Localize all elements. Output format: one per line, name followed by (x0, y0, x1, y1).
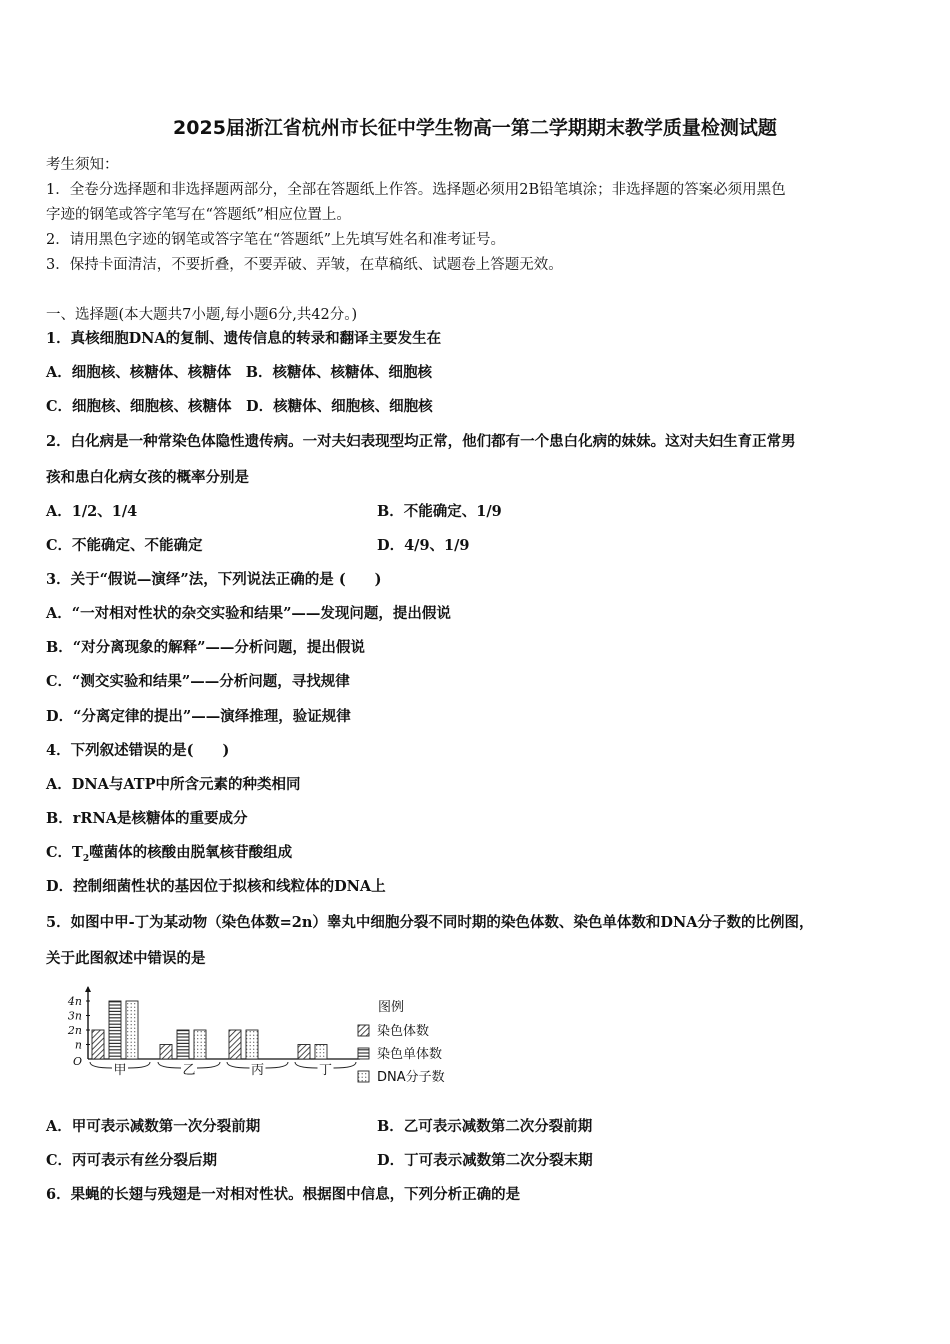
q6-stem: 6．果蝇的长翅与残翅是一对相对性状。根据图中信息，下列分析正确的是 (46, 1186, 521, 1203)
bar-甲-染色体数 (92, 1030, 104, 1059)
q2-stem-line1: 2．白化病是一种常染色体隐性遗传病。一对夫妇表现型均正常，他们都有一个患白化病的妹妹。这对夫妇生育正常男 (46, 433, 796, 450)
notice-line-4: 3．保持卡面清洁，不要折叠，不要弄破、弄皱，在草稿纸、试题卷上答题无效。 (46, 257, 563, 273)
bar-丙-DNA分子数 (246, 1030, 258, 1059)
q5-bar-chart (60, 985, 480, 1090)
bar-乙-染色单体数 (177, 1030, 189, 1059)
notice-line-1: 1．全卷分选择题和非选择题两部分，全部在答题纸上作答。选择题必须用2B铅笔填涂；非选择题的答案必须用黑色 (46, 182, 786, 198)
q3-option-a: A．“一对相对性状的杂交实验和结果”——发现问题，提出假说 (46, 605, 451, 622)
q1-options-row2: C．细胞核、细胞核、核糖体 D．核糖体、细胞核、细胞核 (46, 398, 433, 415)
y-tick-label: O (72, 1055, 82, 1068)
notice-line-2: 字迹的钢笔或答字笔写在“答题纸”相应位置上。 (46, 207, 351, 223)
q3-option-d: D．“分离定律的提出”——演绎推理，验证规律 (46, 708, 351, 725)
q5-stem-line2: 关于此图叙述中错误的是 (46, 950, 206, 967)
y-tick-label: 2n (67, 1024, 82, 1037)
q5-option-c: C．丙可表示有丝分裂后期 (46, 1152, 218, 1169)
q5-option-a: A．甲可表示减数第一次分裂前期 (46, 1118, 261, 1135)
q1-options-row1: A．细胞核、核糖体、核糖体 B．核糖体、核糖体、细胞核 (46, 364, 433, 381)
category-label-乙: 乙 (182, 1063, 196, 1078)
legend-label-2: DNA分子数 (377, 1070, 445, 1085)
bar-甲-染色单体数 (109, 1001, 121, 1059)
legend-title: 图例 (378, 1000, 405, 1015)
chart-legend (358, 1000, 445, 1085)
q5-stem-line1: 5．如图中甲-丁为某动物（染色体数=2n）睾丸中细胞分裂不同时期的染色体数、染色单体数和DNA分子数的比例图， (46, 914, 814, 931)
legend-swatch-1 (358, 1048, 369, 1059)
q4-option-b: B．rRNA是核糖体的重要成分 (46, 810, 248, 827)
category-label-丁: 丁 (318, 1063, 333, 1078)
legend-swatch-0 (358, 1025, 369, 1036)
notice-heading: 考生须知： (46, 157, 119, 173)
q3-stem: 3．关于“假说—演绎”法，下列说法正确的是 ( ) (46, 571, 382, 588)
q4-option-c (46, 841, 292, 864)
q2-option-c: C．不能确定、不能确定 (46, 537, 203, 554)
legend-label-1: 染色单体数 (377, 1047, 443, 1062)
y-tick-label: 3n (67, 1009, 82, 1023)
bar-丁-DNA分子数 (315, 1045, 327, 1060)
q2-stem-line2: 孩和患白化病女孩的概率分别是 (46, 469, 249, 486)
notice-line-3: 2．请用黑色字迹的钢笔或答字笔在“答题纸”上先填写姓名和准考证号。 (46, 232, 506, 248)
q4-option-d: D．控制细菌性状的基因位于拟核和线粒体的DNA上 (46, 878, 386, 895)
q4-stem: 4．下列叙述错误的是( ) (46, 742, 230, 759)
chart-y-ticks (67, 995, 90, 1068)
legend-label-0: 染色体数 (377, 1024, 430, 1039)
q4-option-c-prefix: C．T (46, 844, 83, 861)
category-label-丙: 丙 (250, 1063, 265, 1078)
y-axis-arrow (85, 986, 91, 992)
page-title: 2025届浙江省杭州市长征中学生物高一第二学期期末教学质量检测试题 (173, 117, 777, 139)
q2-option-b: B．不能确定、1/9 (377, 503, 502, 520)
q2-option-d: D．4/9、1/9 (377, 537, 470, 554)
bar-乙-染色体数 (160, 1045, 172, 1060)
y-tick-label: 4n (67, 995, 82, 1008)
q3-option-c: C．“测交实验和结果”——分析问题，寻找规律 (46, 673, 350, 690)
y-tick-label: n (74, 1038, 82, 1052)
category-label-甲: 甲 (113, 1063, 127, 1078)
bar-丙-染色体数 (229, 1030, 241, 1059)
q5-option-d: D．丁可表示减数第二次分裂末期 (377, 1152, 593, 1169)
section-heading: 一、选择题(本大题共7小题,每小题6分,共42分。) (46, 307, 358, 323)
legend-swatch-2 (358, 1071, 369, 1082)
q3-option-b: B．“对分离现象的解释”——分析问题，提出假说 (46, 639, 365, 656)
bar-甲-DNA分子数 (126, 1001, 138, 1059)
q4-option-c-text: 噬菌体的核酸由脱氧核苷酸组成 (89, 844, 293, 861)
q4-option-c-subscript: 2 (82, 853, 90, 864)
bar-丁-染色体数 (298, 1045, 310, 1060)
q4-option-a: A．DNA与ATP中所含元素的种类相同 (46, 776, 301, 793)
bar-乙-DNA分子数 (194, 1030, 206, 1059)
chart-categories (90, 1062, 356, 1078)
q1-stem: 1．真核细胞DNA的复制、遗传信息的转录和翻译主要发生在 (46, 330, 442, 347)
q5-option-b: B．乙可表示减数第二次分裂前期 (377, 1118, 593, 1135)
chart-bars (92, 1001, 327, 1059)
q2-option-a: A．1/2、1/4 (46, 503, 138, 520)
